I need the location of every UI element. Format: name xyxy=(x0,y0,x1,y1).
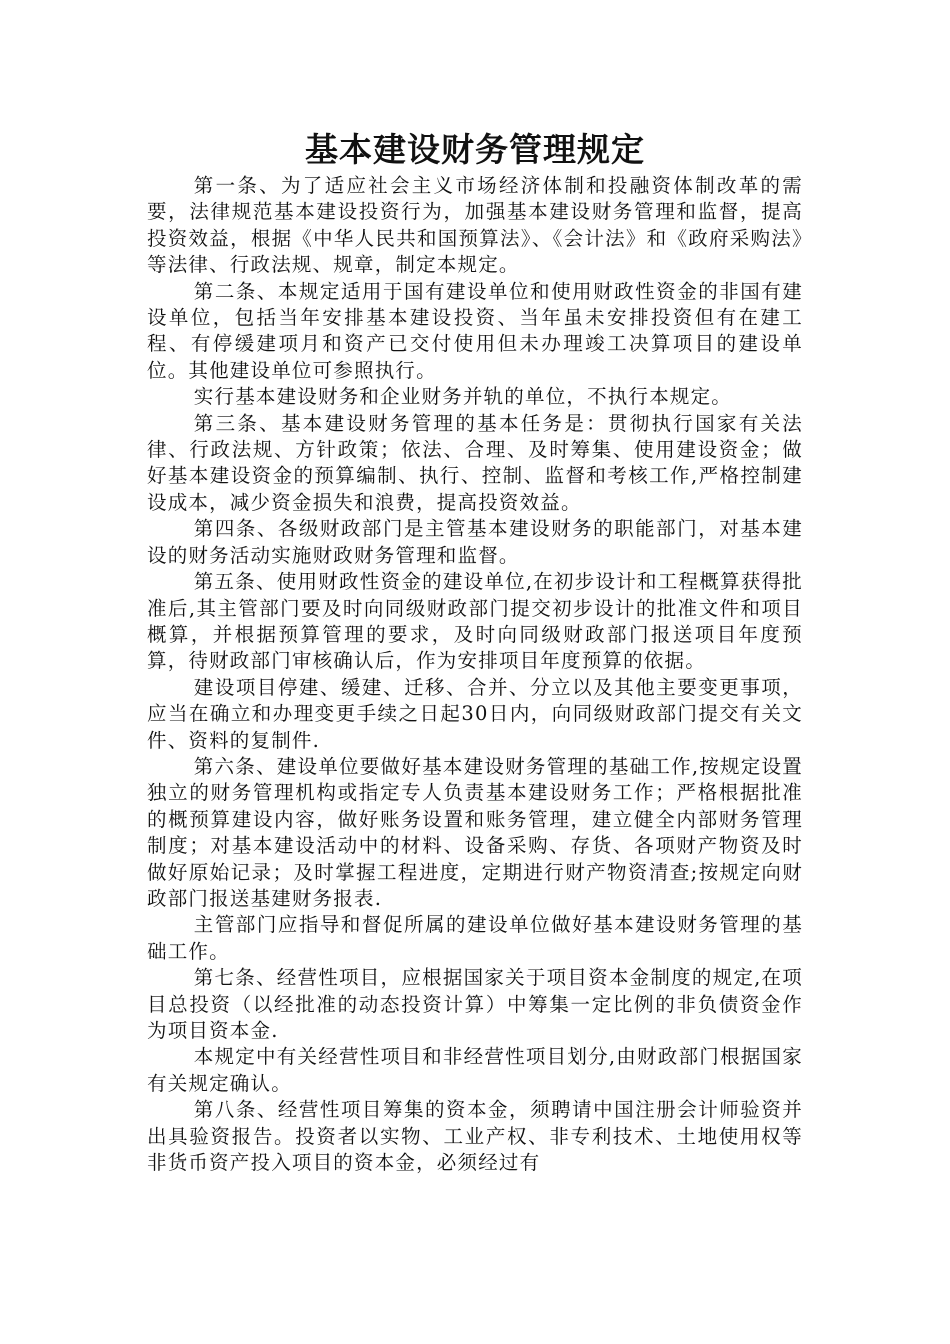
document-title: 基本建设财务管理规定 xyxy=(305,130,645,169)
paragraph-article-5: 第五条、使用财政性资金的建设单位,在初步设计和工程概算获得批准后,其主管部门要及时向同级财政部门提交初步设计的批准文件和项目概算，并根据预算管理的要求，及时向同级财政部门报送项目年度预算，待财政部门审核确认后，作为安排项目年度预算的依据。 xyxy=(147,570,803,673)
paragraph-article-1: 第一条、为了适应社会主义市场经济体制和投融资体制改革的需要，法律规范基本建设投资行为，加强基本建设财务管理和监督，提高投资效益，根据《中华人民共和国预算法》、《会计法》和《政府采购法》等法律、行政法规、规章，制定本规定。 xyxy=(147,174,803,277)
paragraph-article-6: 第六条、建设单位要做好基本建设财务管理的基础工作,按规定设置独立的财务管理机构或指定专人负责基本建设财务工作；严格根据批准的概预算建设内容，做好账务设置和账务管理，建立健全内部财务管理制度；对基本建设活动中的材料、设备采购、存货、各项财产物资及时做好原始记录；及时掌握工程进度，定期进行财产物资清查;按规定向财政部门报送基建财务报表. xyxy=(147,754,803,910)
document-body xyxy=(147,173,803,1176)
paragraph-article-6-supervision: 主管部门应指导和督促所属的建设单位做好基本建设财务管理的基础工作。 xyxy=(147,913,803,963)
paragraph-article-4: 第四条、各级财政部门是主管基本建设财务的职能部门，对基本建设的财务活动实施财政财务管理和监督。 xyxy=(147,517,803,567)
paragraph-article-3: 第三条、基本建设财务管理的基本任务是：贯彻执行国家有关法律、行政法规、方针政策；依法、合理、及时筹集、使用建设资金；做好基本建设资金的预算编制、执行、控制、监督和考核工作,严格控制建设成本，减少资金损失和浪费，提高投资效益。 xyxy=(147,411,803,514)
paragraph-article-2: 第二条、本规定适用于国有建设单位和使用财政性资金的非国有建设单位，包括当年安排基本建设投资、当年虽未安排投资但有在建工程、有停缓建项月和资产已交付使用但未办理竣工决算项目的建设单位。其他建设单位可参照执行。 xyxy=(147,279,803,382)
paragraph-article-8: 第八条、经营性项目筹集的资本金，须聘请中国注册会计师验资并出具验资报告。投资者以实物、工业产权、非专利技术、土地使用权等非货币资产投入项目的资本金，必须经过有 xyxy=(147,1098,803,1175)
paragraph-article-2-note: 实行基本建设财务和企业财务并轨的单位，不执行本规定。 xyxy=(193,385,732,409)
paragraph-article-7-classification: 本规定中有关经营性项目和非经营性项目划分,由财政部门根据国家有关规定确认。 xyxy=(147,1045,803,1095)
paragraph-article-5-changes: 建设项目停建、缓建、迁移、合并、分立以及其他主要变更事项，应当在确立和办理变更手续之日起30日内，向同级财政部门提交有关文件、资料的复制件. xyxy=(147,675,803,752)
paragraph-article-7: 第七条、经营性项目，应根据国家关于项目资本金制度的规定,在项目总投资（以经批准的动态投资计算）中筹集一定比例的非负债资金作为项目资本金. xyxy=(147,966,803,1042)
